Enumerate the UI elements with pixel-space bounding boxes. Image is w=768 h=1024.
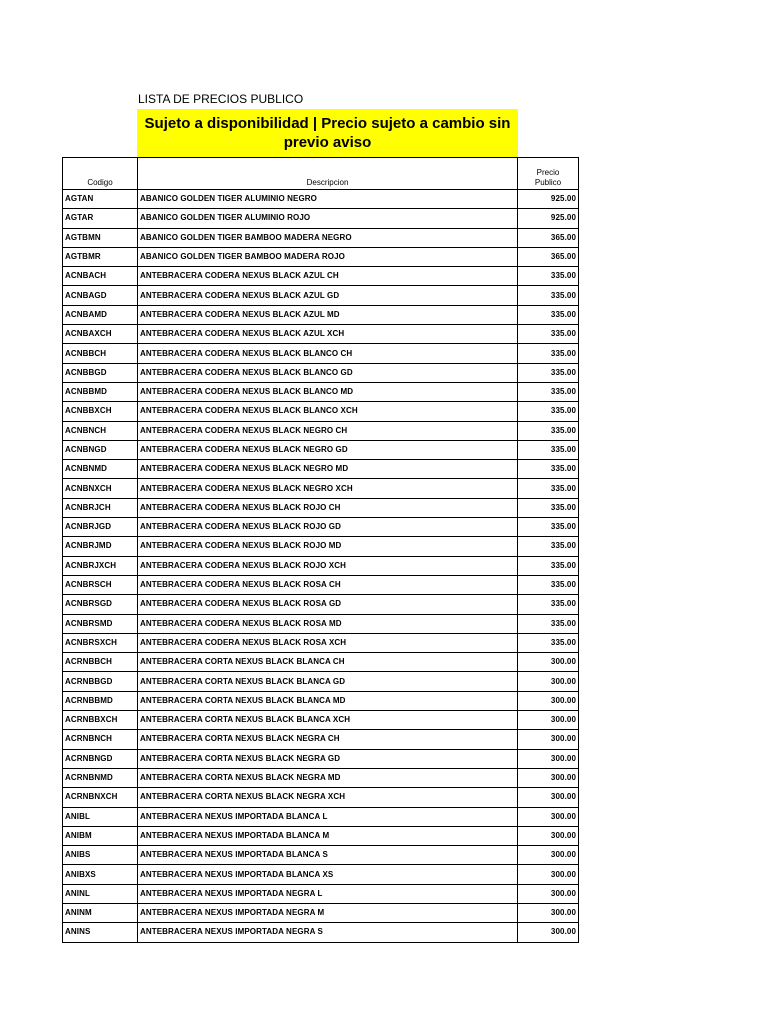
cell-price: 300.00	[518, 672, 579, 691]
table-row	[63, 807, 579, 826]
cell-code: ACRNBNGD	[63, 749, 138, 768]
cell-description: ANTEBRACERA NEXUS IMPORTADA NEGRA M	[138, 903, 518, 922]
table-row	[63, 518, 579, 537]
cell-code: ACNBRJXCH	[63, 556, 138, 575]
cell-price: 335.00	[518, 614, 579, 633]
cell-price: 335.00	[518, 286, 579, 305]
cell-price: 300.00	[518, 923, 579, 942]
cell-code: ACNBBCH	[63, 344, 138, 363]
cell-description: ANTEBRACERA NEXUS IMPORTADA NEGRA L	[138, 884, 518, 903]
cell-description: ANTEBRACERA CORTA NEXUS BLACK NEGRA MD	[138, 768, 518, 787]
cell-code: ACRNBBGD	[63, 672, 138, 691]
cell-code: ACNBAXCH	[63, 325, 138, 344]
cell-price: 335.00	[518, 479, 579, 498]
table-row	[63, 286, 579, 305]
cell-description: ABANICO GOLDEN TIGER BAMBOO MADERA NEGRO	[138, 228, 518, 247]
cell-description: ANTEBRACERA CODERA NEXUS BLACK ROJO MD	[138, 537, 518, 556]
cell-description: ANTEBRACERA CORTA NEXUS BLACK BLANCA XCH	[138, 711, 518, 730]
table-row	[63, 614, 579, 633]
cell-description: ANTEBRACERA CODERA NEXUS BLACK ROJO CH	[138, 498, 518, 517]
table-row	[63, 537, 579, 556]
table-row	[63, 479, 579, 498]
table-row	[63, 247, 579, 266]
cell-code: AGTAR	[63, 209, 138, 228]
cell-description: ANTEBRACERA NEXUS IMPORTADA NEGRA S	[138, 923, 518, 942]
cell-code: ACNBRSXCH	[63, 633, 138, 652]
cell-description: ANTEBRACERA CODERA NEXUS BLACK NEGRO GD	[138, 440, 518, 459]
availability-notice	[137, 109, 518, 157]
cell-description: ANTEBRACERA CODERA NEXUS BLACK BLANCO CH	[138, 344, 518, 363]
table-row	[63, 267, 579, 286]
cell-description: ANTEBRACERA CODERA NEXUS BLACK AZUL CH	[138, 267, 518, 286]
cell-price: 925.00	[518, 209, 579, 228]
cell-description: ANTEBRACERA NEXUS IMPORTADA BLANCA S	[138, 846, 518, 865]
cell-code: AGTBMR	[63, 247, 138, 266]
cell-description: ABANICO GOLDEN TIGER ALUMINIO ROJO	[138, 209, 518, 228]
cell-code: ACNBNGD	[63, 440, 138, 459]
cell-code: ACNBRSMD	[63, 614, 138, 633]
cell-description: ANTEBRACERA NEXUS IMPORTADA BLANCA M	[138, 826, 518, 845]
cell-description: ANTEBRACERA CORTA NEXUS BLACK BLANCA CH	[138, 653, 518, 672]
cell-description: ANTEBRACERA CODERA NEXUS BLACK NEGRO XCH	[138, 479, 518, 498]
cell-price: 335.00	[518, 305, 579, 324]
cell-description: ANTEBRACERA CODERA NEXUS BLACK NEGRO MD	[138, 460, 518, 479]
cell-price: 300.00	[518, 807, 579, 826]
cell-description: ANTEBRACERA CORTA NEXUS BLACK NEGRA CH	[138, 730, 518, 749]
cell-code: ANINS	[63, 923, 138, 942]
table-row	[63, 768, 579, 787]
table-row	[63, 402, 579, 421]
cell-price: 335.00	[518, 633, 579, 652]
cell-description: ANTEBRACERA CODERA NEXUS BLACK ROJO XCH	[138, 556, 518, 575]
cell-description: ANTEBRACERA CODERA NEXUS BLACK AZUL MD	[138, 305, 518, 324]
cell-description: ANTEBRACERA CODERA NEXUS BLACK ROSA MD	[138, 614, 518, 633]
cell-code: ACRNBBCH	[63, 653, 138, 672]
cell-code: ANIBL	[63, 807, 138, 826]
cell-code: ANIBM	[63, 826, 138, 845]
cell-price: 365.00	[518, 247, 579, 266]
cell-price: 300.00	[518, 691, 579, 710]
table-row	[63, 325, 579, 344]
cell-price: 300.00	[518, 768, 579, 787]
cell-code: ACNBRJGD	[63, 518, 138, 537]
cell-price: 300.00	[518, 884, 579, 903]
table-row	[63, 865, 579, 884]
cell-price: 335.00	[518, 595, 579, 614]
cell-price: 335.00	[518, 518, 579, 537]
table-row	[63, 305, 579, 324]
table-row	[63, 691, 579, 710]
cell-price: 335.00	[518, 556, 579, 575]
table-row	[63, 788, 579, 807]
cell-price: 335.00	[518, 421, 579, 440]
cell-price: 300.00	[518, 865, 579, 884]
cell-price: 300.00	[518, 711, 579, 730]
table-row	[63, 344, 579, 363]
table-row	[63, 923, 579, 942]
cell-price: 300.00	[518, 903, 579, 922]
cell-description: ANTEBRACERA CORTA NEXUS BLACK BLANCA MD	[138, 691, 518, 710]
cell-description: ANTEBRACERA NEXUS IMPORTADA BLANCA L	[138, 807, 518, 826]
cell-price: 335.00	[518, 440, 579, 459]
cell-code: AGTAN	[63, 190, 138, 209]
cell-description: ANTEBRACERA NEXUS IMPORTADA BLANCA XS	[138, 865, 518, 884]
cell-code: AGTBMN	[63, 228, 138, 247]
cell-price: 300.00	[518, 730, 579, 749]
table-row	[63, 730, 579, 749]
table-row	[63, 633, 579, 652]
table-row	[63, 382, 579, 401]
cell-code: ACNBNMD	[63, 460, 138, 479]
cell-code: ACNBRSCH	[63, 575, 138, 594]
cell-code: ACRNBBMD	[63, 691, 138, 710]
table-row	[63, 228, 579, 247]
cell-description: ANTEBRACERA CORTA NEXUS BLACK BLANCA GD	[138, 672, 518, 691]
cell-description: ANTEBRACERA CODERA NEXUS BLACK ROSA XCH	[138, 633, 518, 652]
table-row	[63, 575, 579, 594]
cell-description: ANTEBRACERA CODERA NEXUS BLACK AZUL XCH	[138, 325, 518, 344]
table-row	[63, 595, 579, 614]
price-table	[62, 157, 579, 943]
table-row	[63, 672, 579, 691]
cell-description: ANTEBRACERA CORTA NEXUS BLACK NEGRA GD	[138, 749, 518, 768]
cell-price: 335.00	[518, 498, 579, 517]
table-row	[63, 421, 579, 440]
cell-code: ANINM	[63, 903, 138, 922]
page-title: LISTA DE PRECIOS PUBLICO	[138, 92, 304, 106]
cell-description: ANTEBRACERA CODERA NEXUS BLACK ROSA CH	[138, 575, 518, 594]
cell-price: 300.00	[518, 788, 579, 807]
cell-price: 365.00	[518, 228, 579, 247]
cell-price: 335.00	[518, 575, 579, 594]
table-header-row	[63, 158, 579, 190]
cell-code: ACNBRSGD	[63, 595, 138, 614]
cell-price: 335.00	[518, 363, 579, 382]
table-row	[63, 363, 579, 382]
cell-price: 335.00	[518, 325, 579, 344]
cell-code: ANIBS	[63, 846, 138, 865]
cell-description: ANTEBRACERA CODERA NEXUS BLACK BLANCO MD	[138, 382, 518, 401]
cell-code: ACNBBMD	[63, 382, 138, 401]
cell-price: 300.00	[518, 653, 579, 672]
column-header-code: Codigo	[63, 158, 138, 190]
cell-description: ANTEBRACERA CODERA NEXUS BLACK BLANCO GD	[138, 363, 518, 382]
cell-price: 925.00	[518, 190, 579, 209]
table-body	[63, 190, 579, 943]
cell-description: ABANICO GOLDEN TIGER ALUMINIO NEGRO	[138, 190, 518, 209]
cell-code: ANINL	[63, 884, 138, 903]
cell-code: ACNBAMD	[63, 305, 138, 324]
cell-code: ACNBRJCH	[63, 498, 138, 517]
cell-code: ACNBNXCH	[63, 479, 138, 498]
cell-code: ACNBBGD	[63, 363, 138, 382]
cell-code: ANIBXS	[63, 865, 138, 884]
cell-price: 335.00	[518, 537, 579, 556]
availability-notice-text: Sujeto a disponibilidad | Precio sujeto a cambio sin previo aviso	[144, 115, 511, 151]
cell-description: ANTEBRACERA CORTA NEXUS BLACK NEGRA XCH	[138, 788, 518, 807]
cell-description: ABANICO GOLDEN TIGER BAMBOO MADERA ROJO	[138, 247, 518, 266]
cell-code: ACNBNCH	[63, 421, 138, 440]
cell-price: 335.00	[518, 402, 579, 421]
cell-price: 300.00	[518, 826, 579, 845]
column-header-price-label: Precio Publico	[534, 168, 562, 187]
cell-description: ANTEBRACERA CODERA NEXUS BLACK ROJO GD	[138, 518, 518, 537]
table-row	[63, 460, 579, 479]
column-header-price	[518, 158, 579, 190]
cell-description: ANTEBRACERA CODERA NEXUS BLACK BLANCO XCH	[138, 402, 518, 421]
cell-code: ACNBRJMD	[63, 537, 138, 556]
cell-price: 335.00	[518, 344, 579, 363]
table-row	[63, 498, 579, 517]
cell-description: ANTEBRACERA CODERA NEXUS BLACK NEGRO CH	[138, 421, 518, 440]
cell-code: ACNBACH	[63, 267, 138, 286]
cell-price: 300.00	[518, 749, 579, 768]
table-row	[63, 749, 579, 768]
table-row	[63, 903, 579, 922]
cell-price: 335.00	[518, 382, 579, 401]
cell-code: ACNBBXCH	[63, 402, 138, 421]
cell-price: 300.00	[518, 846, 579, 865]
cell-description: ANTEBRACERA CODERA NEXUS BLACK ROSA GD	[138, 595, 518, 614]
cell-price: 335.00	[518, 460, 579, 479]
table-row	[63, 209, 579, 228]
cell-code: ACNBAGD	[63, 286, 138, 305]
table-row	[63, 826, 579, 845]
table-row	[63, 711, 579, 730]
cell-code: ACRNBNCH	[63, 730, 138, 749]
cell-code: ACRNBBXCH	[63, 711, 138, 730]
cell-code: ACRNBNMD	[63, 768, 138, 787]
table-row	[63, 653, 579, 672]
table-row	[63, 440, 579, 459]
table-row	[63, 556, 579, 575]
column-header-description: Descripcion	[138, 158, 518, 190]
cell-description: ANTEBRACERA CODERA NEXUS BLACK AZUL GD	[138, 286, 518, 305]
table-row	[63, 884, 579, 903]
table-row	[63, 190, 579, 209]
cell-code: ACRNBNXCH	[63, 788, 138, 807]
cell-price: 335.00	[518, 267, 579, 286]
table-row	[63, 846, 579, 865]
